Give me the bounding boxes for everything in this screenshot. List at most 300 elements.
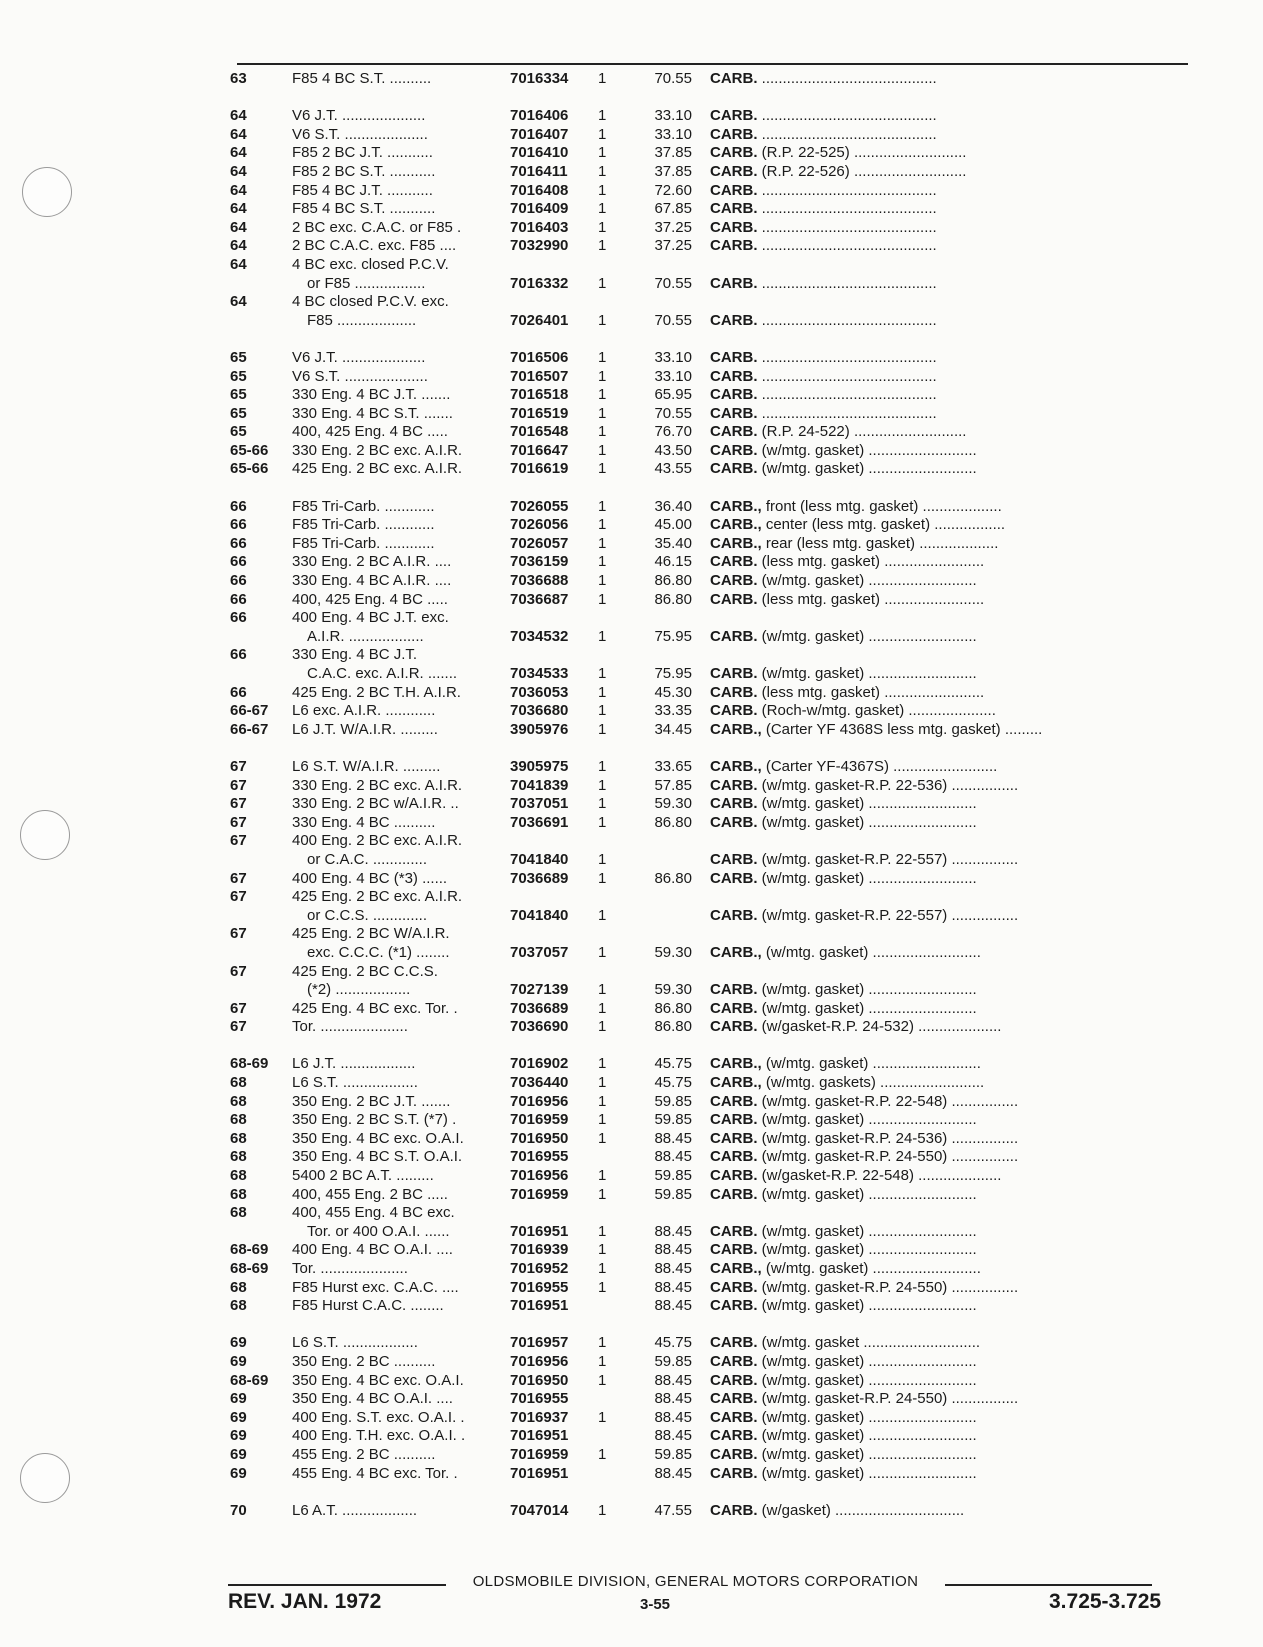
- price: 86.80: [654, 1018, 692, 1036]
- part-note: ..........................................: [757, 181, 937, 199]
- table-row: [230, 1130, 1190, 1149]
- part-number: 7016407: [510, 125, 569, 143]
- part-number: 7016956: [510, 1167, 569, 1185]
- quantity: 1: [598, 720, 607, 738]
- application-desc: A.I.R. ..................: [307, 627, 424, 645]
- part-name-cell: [710, 275, 1180, 294]
- part-name-cell: [710, 1446, 1180, 1465]
- model-year: 69: [230, 1445, 247, 1463]
- table-row: [230, 1427, 1190, 1446]
- table-row: [230, 275, 1190, 294]
- table-row: [230, 1446, 1190, 1465]
- table-row: [230, 870, 1190, 889]
- part-name: CARB.: [710, 776, 758, 794]
- part-number: 7016956: [510, 1092, 569, 1110]
- quantity: 1: [598, 665, 607, 682]
- price: 33.10: [654, 367, 692, 385]
- part-name: CARB.: [710, 850, 758, 868]
- application-desc: V6 J.T. ....................: [292, 107, 426, 125]
- table-row: [230, 1111, 1190, 1130]
- table-row: [230, 1279, 1190, 1298]
- part-number: 7016939: [510, 1241, 569, 1259]
- quantity: 1: [598, 218, 607, 236]
- part-number: 7016647: [510, 441, 569, 459]
- section-gap: [230, 739, 1190, 758]
- table-row: [230, 591, 1190, 610]
- part-number: 7016955: [510, 1390, 569, 1408]
- table-row: [230, 665, 1190, 684]
- application-desc: L6 S.T. ..................: [292, 1334, 418, 1352]
- part-name: CARB.: [710, 906, 758, 924]
- part-note: (w/mtg. gasket-R.P. 22-557) ................: [757, 850, 1019, 868]
- section-gap: [230, 89, 1190, 108]
- part-name-cell: [710, 442, 1180, 461]
- part-name: CARB.: [710, 1334, 758, 1352]
- quantity: 1: [598, 1501, 607, 1519]
- model-year: 66: [230, 646, 247, 664]
- quantity: 1: [598, 1445, 607, 1463]
- part-name: CARB.: [710, 1148, 758, 1166]
- price: 65.95: [654, 386, 692, 404]
- part-note: (w/mtg. gasket) ..........................: [757, 795, 977, 813]
- table-row: [230, 702, 1190, 721]
- quantity: 1: [598, 1408, 607, 1426]
- model-year: 64: [230, 255, 247, 273]
- price: 88.45: [654, 1260, 692, 1277]
- part-note: (w/mtg. gasket) ..........................: [757, 627, 977, 645]
- part-note: (w/mtg. gasket-R.P. 24-550) ................: [757, 1148, 1019, 1166]
- part-name-cell: [710, 200, 1180, 219]
- quantity: 1: [598, 850, 607, 868]
- part-name: CARB.: [710, 795, 758, 813]
- price: 88.45: [654, 1278, 692, 1296]
- quantity: 1: [598, 776, 607, 794]
- part-name: CARB.: [710, 162, 758, 180]
- part-name: CARB.: [710, 144, 758, 162]
- model-year: 66: [230, 683, 247, 701]
- part-number: 7036690: [510, 1018, 569, 1036]
- part-note: (w/mtg. gasket) ..........................: [757, 1445, 977, 1463]
- application-desc: L6 J.T. ..................: [292, 1055, 416, 1073]
- quantity: 1: [598, 107, 607, 125]
- part-note: (w/mtg. gasket) ..........................: [757, 441, 977, 459]
- table-row: [230, 758, 1190, 777]
- price: 70.55: [654, 311, 692, 329]
- price: 72.60: [654, 181, 692, 199]
- application-desc: L6 exc. A.I.R. ............: [292, 702, 436, 720]
- quantity: 1: [598, 1111, 607, 1129]
- part-number: 7016411: [510, 162, 568, 180]
- part-number: 7016409: [510, 200, 569, 218]
- application-desc: L6 J.T. W/A.I.R. .........: [292, 720, 438, 738]
- price: 59.85: [654, 1445, 692, 1463]
- application-desc: 400 Eng. S.T. exc. O.A.I. .: [292, 1408, 465, 1426]
- table-row: [230, 293, 1190, 312]
- application-desc: 425 Eng. 2 BC W/A.I.R.: [292, 925, 450, 943]
- price: 59.85: [654, 1167, 692, 1185]
- price: 33.10: [654, 125, 692, 143]
- part-note: (R.P. 22-526) ...........................: [757, 162, 967, 180]
- part-number: 7036691: [510, 813, 569, 831]
- price: 59.30: [654, 795, 692, 813]
- part-name-cell: [710, 553, 1180, 572]
- table-row: [230, 1260, 1190, 1279]
- part-name-cell: [710, 758, 1180, 777]
- part-name-cell: [710, 1148, 1180, 1167]
- part-number: 7036159: [510, 553, 569, 571]
- table-row: [230, 553, 1190, 572]
- part-name: CARB.,: [710, 1260, 762, 1277]
- part-number: 7016403: [510, 218, 569, 236]
- application-desc: or C.A.C. .............: [307, 850, 428, 868]
- price: 88.45: [654, 1408, 692, 1426]
- table-row: [230, 1502, 1190, 1521]
- binder-hole-bottom: [20, 1453, 70, 1503]
- section-gap: [230, 1037, 1190, 1056]
- application-desc: 330 Eng. 4 BC ..........: [292, 813, 436, 831]
- part-name: CARB.: [710, 107, 758, 125]
- table-row: [230, 832, 1190, 851]
- table-row: [230, 907, 1190, 926]
- part-note: (w/mtg. gasket) ..........................: [757, 1464, 977, 1482]
- table-row: [230, 925, 1190, 944]
- table-row: [230, 646, 1190, 665]
- part-name-cell: [710, 182, 1180, 201]
- model-year: 67: [230, 1018, 247, 1036]
- quantity: 1: [598, 1129, 607, 1147]
- part-note: ..........................................: [757, 386, 937, 404]
- part-note: (w/mtg. gasket) ..........................: [757, 869, 977, 887]
- price: 43.50: [654, 441, 692, 459]
- part-number: 3905976: [510, 720, 569, 738]
- part-note: (w/gasket) ...............................: [757, 1501, 965, 1519]
- part-name-cell: [710, 981, 1180, 1000]
- part-note: (w/mtg. gaskets) .........................: [761, 1074, 985, 1092]
- model-year: 67: [230, 813, 247, 831]
- part-number: 7016507: [510, 367, 569, 385]
- part-name: CARB.: [710, 1427, 758, 1445]
- part-name: CARB.,: [710, 757, 762, 775]
- table-row: [230, 237, 1190, 256]
- part-number: 7016951: [510, 1222, 569, 1240]
- quantity: 1: [598, 404, 607, 422]
- part-name-cell: [710, 237, 1180, 256]
- application-desc: 400 Eng. 4 BC O.A.I. ....: [292, 1241, 453, 1259]
- footer-rule-left: [228, 1584, 446, 1586]
- part-note: (w/mtg. gasket) ..........................: [757, 1427, 977, 1445]
- model-year: 67: [230, 795, 247, 813]
- binder-hole-middle: [20, 810, 70, 860]
- quantity: 1: [598, 460, 607, 478]
- model-year: 66: [230, 572, 247, 590]
- part-name-cell: [710, 702, 1180, 721]
- price: 86.80: [654, 999, 692, 1017]
- price: 37.85: [654, 162, 692, 180]
- part-note: (w/mtg. gasket) ..........................: [757, 1185, 977, 1203]
- table-row: [230, 70, 1190, 89]
- price: 45.30: [654, 683, 692, 701]
- part-note: (w/mtg. gasket) ..........................: [757, 1352, 977, 1370]
- part-number: 7036688: [510, 572, 569, 590]
- quantity: 1: [598, 1055, 607, 1073]
- part-name-cell: [710, 1093, 1180, 1112]
- application-desc: 400, 425 Eng. 4 BC .....: [292, 590, 448, 608]
- section-reference: 3.725-3.725: [1049, 1590, 1162, 1613]
- model-year: 68-69: [230, 1260, 269, 1277]
- binder-hole-top: [22, 167, 72, 217]
- application-desc: 330 Eng. 2 BC exc. A.I.R.: [292, 441, 463, 459]
- quantity: 1: [598, 999, 607, 1017]
- part-name: CARB.: [710, 1185, 758, 1203]
- part-name-cell: [710, 1297, 1180, 1316]
- application-desc: F85 Tri-Carb. ............: [292, 516, 435, 534]
- price: 47.55: [654, 1501, 692, 1519]
- quantity: 1: [598, 757, 607, 775]
- part-number: 7016518: [510, 386, 569, 404]
- part-name: CARB.,: [710, 1074, 762, 1092]
- part-name-cell: [710, 777, 1180, 796]
- part-number: 7016955: [510, 1148, 569, 1166]
- part-name: CARB.: [710, 627, 758, 645]
- model-year: 65: [230, 367, 247, 385]
- part-number: 7016951: [510, 1464, 569, 1482]
- part-note: (w/gasket-R.P. 24-532) ....................: [757, 1018, 1002, 1036]
- part-name: CARB.: [710, 441, 758, 459]
- table-row: [230, 200, 1190, 219]
- table-row: [230, 1409, 1190, 1428]
- price: 76.70: [654, 423, 692, 441]
- price: 75.95: [654, 665, 692, 682]
- part-number: 7016332: [510, 274, 569, 292]
- part-note: (w/mtg. gasket-R.P. 24-550) ................: [757, 1278, 1019, 1296]
- model-year: 64: [230, 293, 247, 311]
- part-number: 7034532: [510, 627, 569, 645]
- application-desc: 330 Eng. 4 BC S.T. .......: [292, 404, 453, 422]
- quantity: 1: [598, 367, 607, 385]
- price: 86.80: [654, 869, 692, 887]
- part-number: 7034533: [510, 665, 569, 682]
- part-name: CARB.: [710, 237, 758, 255]
- model-year: 68: [230, 1204, 247, 1222]
- part-number: 7036689: [510, 999, 569, 1017]
- table-row: [230, 888, 1190, 907]
- application-desc: F85 4 BC J.T. ...........: [292, 181, 433, 199]
- part-name: CARB.: [710, 460, 758, 478]
- model-year: 68: [230, 1074, 247, 1092]
- price: 34.45: [654, 720, 692, 738]
- part-number: 7016406: [510, 107, 569, 125]
- part-note: (w/mtg. gasket) ..........................: [761, 1260, 981, 1277]
- quantity: 1: [598, 1074, 607, 1092]
- part-name-cell: [710, 1074, 1180, 1093]
- application-desc: 330 Eng. 4 BC A.I.R. ....: [292, 572, 452, 590]
- table-row: [230, 1241, 1190, 1260]
- part-number: 7041839: [510, 776, 569, 794]
- part-name: CARB.: [710, 1222, 758, 1240]
- part-name: CARB.: [710, 999, 758, 1017]
- model-year: 66-67: [230, 720, 269, 738]
- model-year: 64: [230, 237, 247, 255]
- quantity: 1: [598, 1260, 607, 1277]
- table-row: [230, 1000, 1190, 1019]
- part-name: CARB.: [710, 404, 758, 422]
- part-name-cell: [710, 851, 1180, 870]
- part-name: CARB.: [710, 1408, 758, 1426]
- table-row: [230, 1186, 1190, 1205]
- model-year: 68: [230, 1129, 247, 1147]
- quantity: 1: [598, 1018, 607, 1036]
- application-desc: F85 4 BC S.T. ..........: [292, 70, 432, 87]
- section-gap: [230, 479, 1190, 498]
- part-name-cell: [710, 312, 1180, 331]
- part-name: CARB.: [710, 200, 758, 218]
- quantity: 1: [598, 423, 607, 441]
- model-year: 69: [230, 1390, 247, 1408]
- table-row: [230, 182, 1190, 201]
- application-desc: Tor. .....................: [292, 1018, 408, 1036]
- quantity: 1: [598, 441, 607, 459]
- model-year: 69: [230, 1334, 247, 1352]
- model-year: 68: [230, 1167, 247, 1185]
- application-desc: 350 Eng. 4 BC exc. O.A.I.: [292, 1371, 464, 1389]
- part-name-cell: [710, 1353, 1180, 1372]
- part-number: 7026055: [510, 497, 569, 515]
- part-note: (w/mtg. gasket-R.P. 24-536) ................: [757, 1129, 1019, 1147]
- application-desc: 400 Eng. 4 BC J.T. exc.: [292, 609, 449, 627]
- quantity: 1: [598, 237, 607, 255]
- part-note: (w/mtg. gasket) ..........................: [757, 1111, 977, 1129]
- section-gap: [230, 1483, 1190, 1502]
- part-name-cell: [710, 1390, 1180, 1409]
- application-desc: 4 BC exc. closed P.C.V.: [292, 255, 449, 273]
- model-year: 66: [230, 590, 247, 608]
- model-year: 66: [230, 516, 247, 534]
- table-row: [230, 1148, 1190, 1167]
- part-number: 7036687: [510, 590, 569, 608]
- part-name-cell: [710, 1167, 1180, 1186]
- table-row: [230, 963, 1190, 982]
- part-name: CARB.: [710, 125, 758, 143]
- application-desc: 2 BC exc. C.A.C. or F85 .: [292, 218, 462, 236]
- price: 88.45: [654, 1148, 692, 1166]
- part-note: ..........................................: [757, 125, 937, 143]
- price: 86.80: [654, 590, 692, 608]
- part-number: 7016548: [510, 423, 569, 441]
- price: 45.75: [654, 1074, 692, 1092]
- part-note: ..........................................: [757, 218, 937, 236]
- part-note: (R.P. 24-522) ...........................: [757, 423, 967, 441]
- table-row: [230, 721, 1190, 740]
- price: 36.40: [654, 497, 692, 515]
- model-year: 68-69: [230, 1371, 269, 1389]
- part-note: (w/mtg. gasket) ..........................: [757, 460, 977, 478]
- part-number: 7026056: [510, 516, 569, 534]
- part-number: 7016902: [510, 1055, 569, 1073]
- model-year: 67: [230, 888, 247, 906]
- table-row: [230, 572, 1190, 591]
- part-name: CARB.,: [710, 1055, 762, 1073]
- model-year: 68: [230, 1111, 247, 1129]
- application-desc: 330 Eng. 4 BC J.T.: [292, 646, 418, 664]
- model-year: 68-69: [230, 1241, 269, 1259]
- part-number: 7036440: [510, 1074, 569, 1092]
- table-row: [230, 442, 1190, 461]
- table-row: [230, 981, 1190, 1000]
- part-note: ..........................................: [757, 311, 937, 329]
- part-name-cell: [710, 163, 1180, 182]
- model-year: 65: [230, 404, 247, 422]
- application-desc: 4 BC closed P.C.V. exc.: [292, 293, 449, 311]
- table-row: [230, 256, 1190, 275]
- application-desc: L6 S.T. ..................: [292, 1074, 418, 1092]
- part-name-cell: [710, 814, 1180, 833]
- page-number: 3-55: [640, 1596, 671, 1613]
- price: 70.55: [654, 70, 692, 87]
- part-name: CARB.,: [710, 497, 762, 515]
- part-name: CARB.: [710, 311, 758, 329]
- price: 86.80: [654, 572, 692, 590]
- part-note: (w/mtg. gasket) ..........................: [757, 1371, 977, 1389]
- model-year: 66: [230, 497, 247, 515]
- part-name: CARB.: [710, 1241, 758, 1259]
- model-year: 69: [230, 1352, 247, 1370]
- part-name: CARB.: [710, 702, 758, 720]
- price: 37.25: [654, 237, 692, 255]
- table-row: [230, 535, 1190, 554]
- model-year: 68: [230, 1092, 247, 1110]
- part-note: (w/mtg. gasket) ..........................: [757, 1222, 977, 1240]
- model-year: 69: [230, 1408, 247, 1426]
- part-name-cell: [710, 1334, 1180, 1353]
- application-desc: 350 Eng. 4 BC S.T. O.A.I.: [292, 1148, 463, 1166]
- application-desc: 400 Eng. 4 BC (*3) ......: [292, 869, 448, 887]
- quantity: 1: [598, 683, 607, 701]
- model-year: 67: [230, 832, 247, 850]
- part-note: (w/mtg. gasket-R.P. 24-550) ................: [757, 1390, 1019, 1408]
- part-name-cell: [710, 721, 1180, 740]
- model-year: 70: [230, 1501, 247, 1519]
- quantity: 1: [598, 572, 607, 590]
- part-number: 7016506: [510, 348, 569, 366]
- part-number: 7016334: [510, 70, 569, 87]
- model-year: 64: [230, 181, 247, 199]
- part-note: (w/gasket-R.P. 22-548) ....................: [757, 1167, 1002, 1185]
- quantity: 1: [598, 125, 607, 143]
- part-name-cell: [710, 1465, 1180, 1484]
- part-name-cell: [710, 1241, 1180, 1260]
- part-number: 7036689: [510, 869, 569, 887]
- price: 46.15: [654, 553, 692, 571]
- table-row: [230, 460, 1190, 479]
- part-number: 7016959: [510, 1185, 569, 1203]
- part-note: (w/mtg. gasket-R.P. 22-557) ................: [757, 906, 1019, 924]
- application-desc: Tor. .....................: [292, 1260, 408, 1277]
- model-year: 64: [230, 200, 247, 218]
- table-row: [230, 1465, 1190, 1484]
- price: 70.55: [654, 404, 692, 422]
- part-name: CARB.: [710, 1129, 758, 1147]
- part-note: ..........................................: [757, 367, 937, 385]
- table-row: [230, 1353, 1190, 1372]
- revision-date: REV. JAN. 1972: [228, 1590, 382, 1613]
- part-note: (w/mtg. gasket) ..........................: [757, 813, 977, 831]
- application-desc: L6 A.T. ..................: [292, 1501, 418, 1519]
- application-desc: or F85 .................: [307, 274, 426, 292]
- part-number: 7016519: [510, 404, 569, 422]
- price: 88.45: [654, 1371, 692, 1389]
- quantity: 1: [598, 497, 607, 515]
- quantity: 1: [598, 1241, 607, 1259]
